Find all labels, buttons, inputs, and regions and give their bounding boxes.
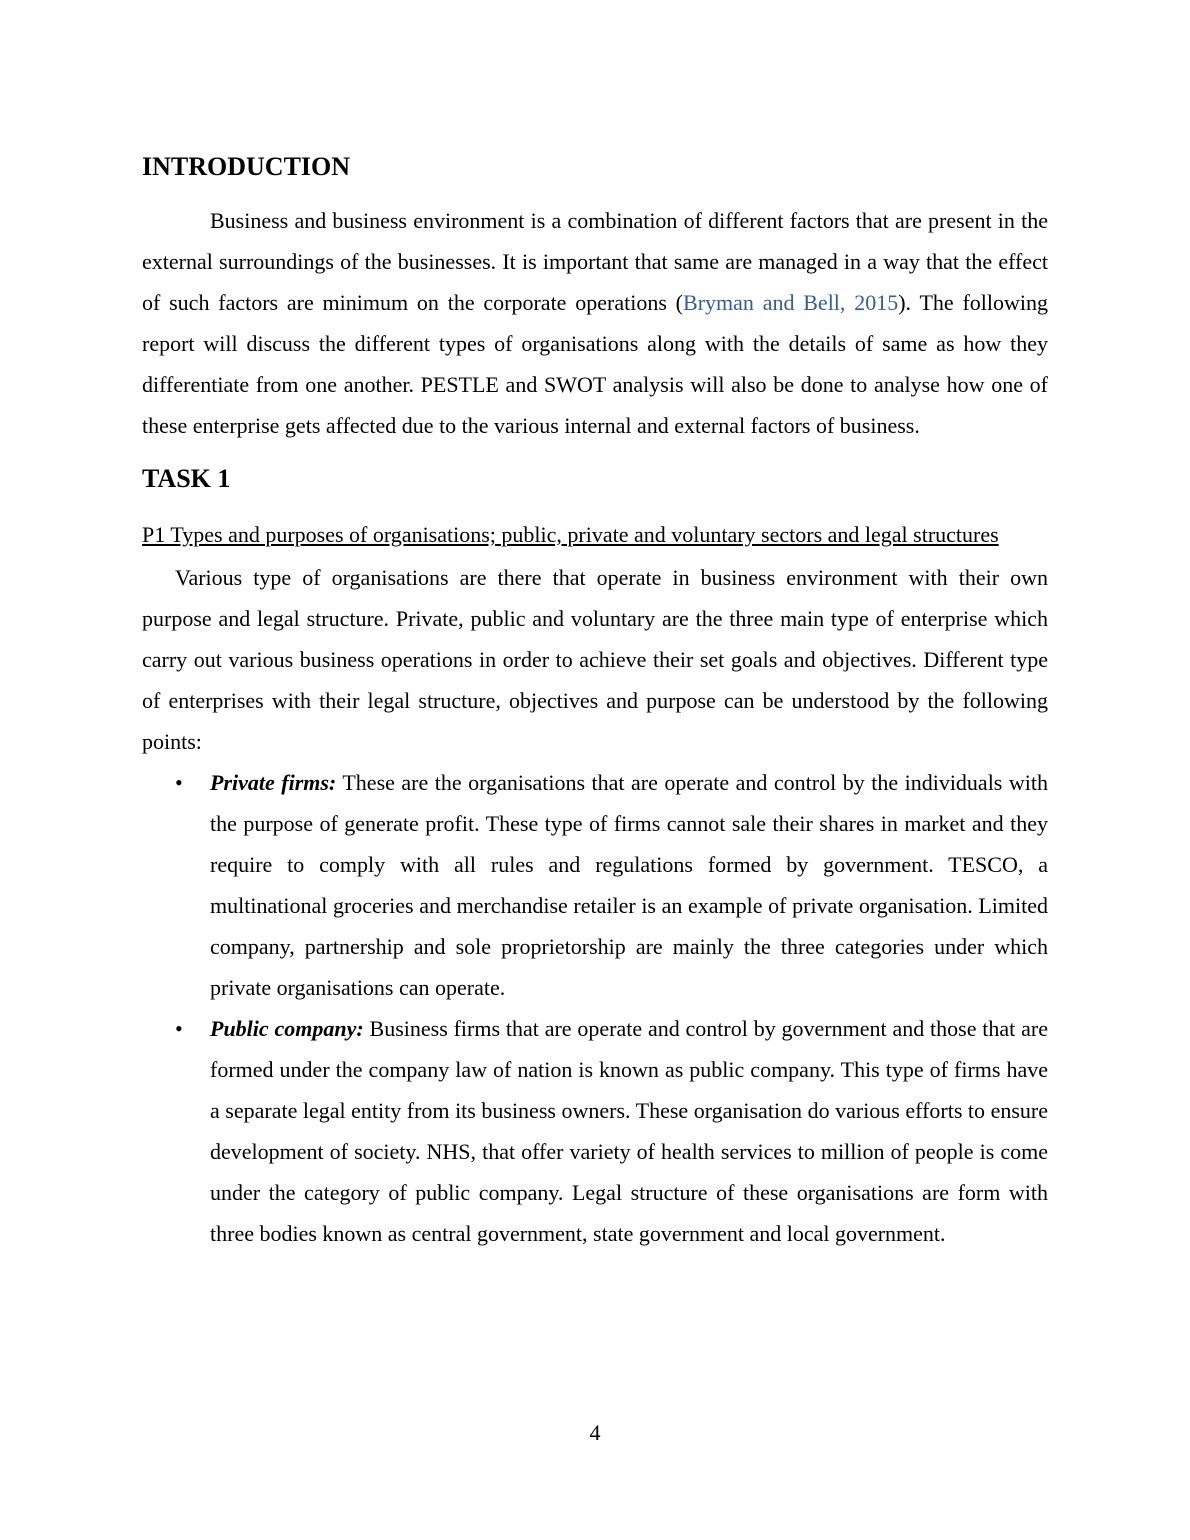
bullet-icon: • [175, 770, 183, 795]
bullet-text-public-company: Business firms that are operate and control by government and those that are formed under the company law of nation is known as public company. This type of firms have a separate legal entity from its business owners. These organisation do various efforts to ensure development of society. NHS, that offer variety of health services to million of people is come under the category of public company. Legal structure of these organisations are form with three bodies known as central government, state government and local government. [210, 1016, 1048, 1246]
section-heading-introduction: INTRODUCTION [142, 152, 351, 181]
p1-intro-paragraph: Various type of organisations are there that operate in business environment with their own purpose and legal structure. Private, public and voluntary are the three main type of enterprise which carry out various business operations in order to achieve their set goals and objectives. Different type of enterprises with their legal structure, objectives and purpose can be understood by the following points: [142, 565, 1048, 754]
intro-paragraph-part2: ). The following report will discuss the different types of organisations along with the details of same as how they differentiate from one another. PESTLE and SWOT analysis will also be done to analyse how one of these enterprise gets affected due to the various internal and external factors of business. [142, 290, 1048, 438]
list-item-private-firms [142, 762, 1048, 1008]
bullet-lead-private-firms: Private firms: [210, 770, 337, 795]
p1-subheading: P1 Types and purposes of organisations; public, private and voluntary sectors and legal structures [142, 522, 999, 547]
list-item-public-company [142, 1008, 1048, 1254]
bullet-icon: • [175, 1016, 183, 1041]
intro-paragraph-part1: Business and business environment is a combination of different factors that are present in the external surroundings of the businesses. It is important that same are managed in a way that the effect of such factors are minimum on the corporate operations ( [142, 208, 1048, 315]
section-heading-task1: TASK 1 [142, 464, 231, 493]
bullet-lead-public-company: Public company: [210, 1016, 364, 1041]
citation-link[interactable]: Bryman and Bell, 2015 [683, 290, 899, 315]
intro-paragraph [142, 200, 1048, 446]
page-number: 4 [589, 1420, 601, 1445]
organisation-types-list [142, 762, 1048, 1254]
bullet-text-private-firms: These are the organisations that are operate and control by the individuals with the purpose of generate profit. These type of firms cannot sale their shares in market and they require to comply with all rules and regulations formed by government. TESCO, a multinational groceries and merchandise retailer is an example of private organisation. Limited company, partnership and sole proprietorship are mainly the three categories under which private organisations can operate. [210, 770, 1048, 1000]
